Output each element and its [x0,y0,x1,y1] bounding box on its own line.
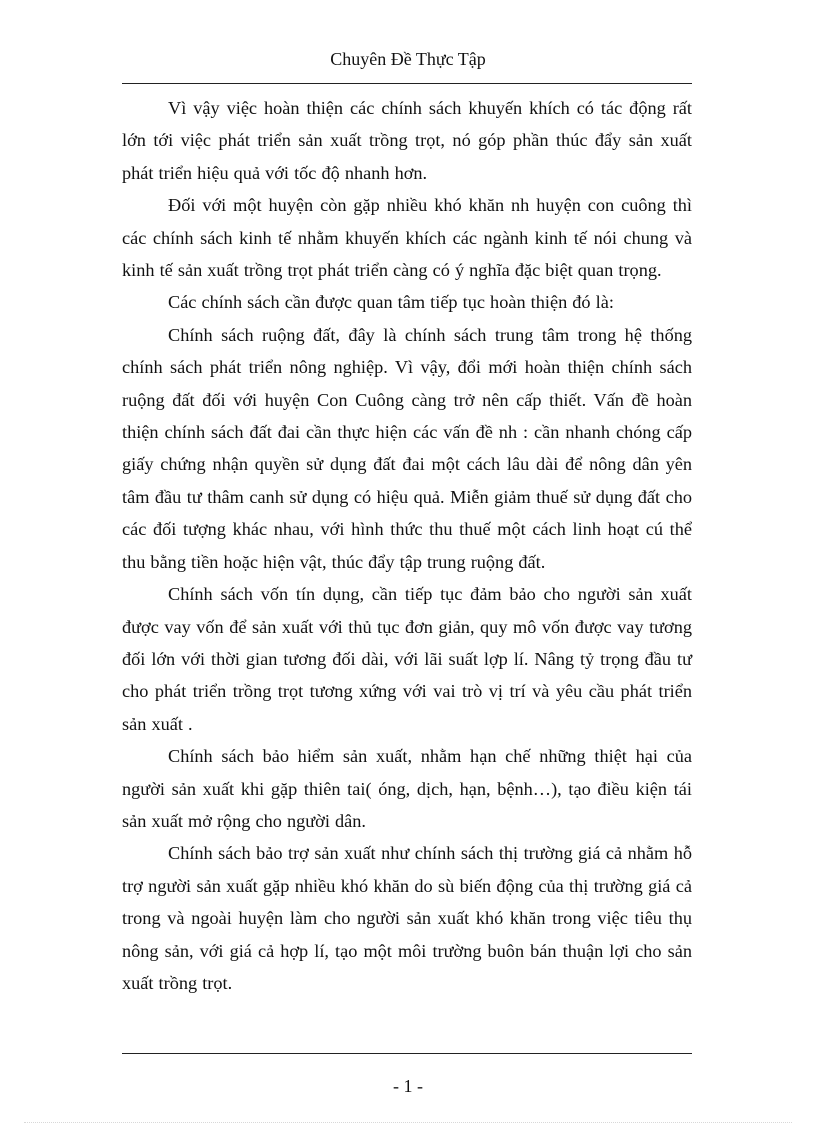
paragraph-3: Các chính sách cần được quan tâm tiếp tục hoàn thiện đó là: [168,292,614,313]
header-divider [122,83,692,84]
page-header-title: Chuyên Đề Thực Tập [330,49,486,69]
footer-divider [122,1053,692,1054]
document-body [122,92,692,999]
paragraph-2: Đối với một huyện còn gặp nhiều khó khăn nh huyện con cuông thì các chính sách kinh tế nhằm khuyến khích các ngành kinh tế nói chung và kinh tế sản xuất trồng trọt phát triển càng có ý nghĩa đặc biệt quan trọng. [122,195,692,281]
paragraph-7: Chính sách bảo trợ sản xuất như chính sách thị trường giá cả nhằm hỗ trợ người sản xuất gặp nhiều khó khăn do sù biến động của thị trường giá cả trong và ngoài huyện làm cho người sản xuất khó khăn trong việc tiêu thụ nông sản, với giá cả hợp lí, tạo một môi trường buôn bán thuận lợi cho sản xuất trồng trọt. [122,843,692,993]
paragraph-6: Chính sách bảo hiểm sản xuất, nhằm hạn chế những thiệt hại của người sản xuất khi gặp thiên tai( óng, dịch, hạn, bệnh…), tạo điều kiện tái sản xuất mở rộng cho người dân. [122,746,692,831]
paragraph-1: Vì vậy việc hoàn thiện các chính sách khuyến khích có tác động rất lớn tới việc phát triển sản xuất trồng trọt, nó góp phần thúc đẩy sản xuất phát triển hiệu quả với tốc độ nhanh hơn. [122,98,692,183]
paragraph-4: Chính sách ruộng đất, đây là chính sách trung tâm trong hệ thống chính sách phát triển nông nghiệp. Vì vậy, đổi mới hoàn thiện chính sách ruộng đất đối với huyện Con Cuông càng trở nên cấp thiết. Vấn đề hoàn thiện chính sách đất đai cần thực hiện các vấn đề nh : cần nhanh chóng cấp giấy chứng nhận quyền sử dụng đất đai một cách lâu dài để nông dân yên tâm đầu tư thâm canh sử dụng có hiệu quả. Miễn giảm thuế sử dụng đất cho các đối tượng khác nhau, với hình thức thu thuế một cách linh hoạt cú thể thu bằng tiền hoặc hiện vật, thúc đẩy tập trung ruộng đất. [122,324,692,572]
paragraph-5: Chính sách vốn tín dụng, cần tiếp tục đảm bảo cho người sản xuất được vay vốn để sản xuất với thủ tục đơn giản, quy mô vốn được vay tương đối lớn với thời gian tương đối dài, với lãi suất lợp lí. Nâng tỷ trọng đầu tư cho phát triển trồng trọt tương xứng với vai trò vị trí và yêu cầu phát triển sản xuất . [122,584,692,734]
page-number: - 1 - [393,1076,423,1096]
